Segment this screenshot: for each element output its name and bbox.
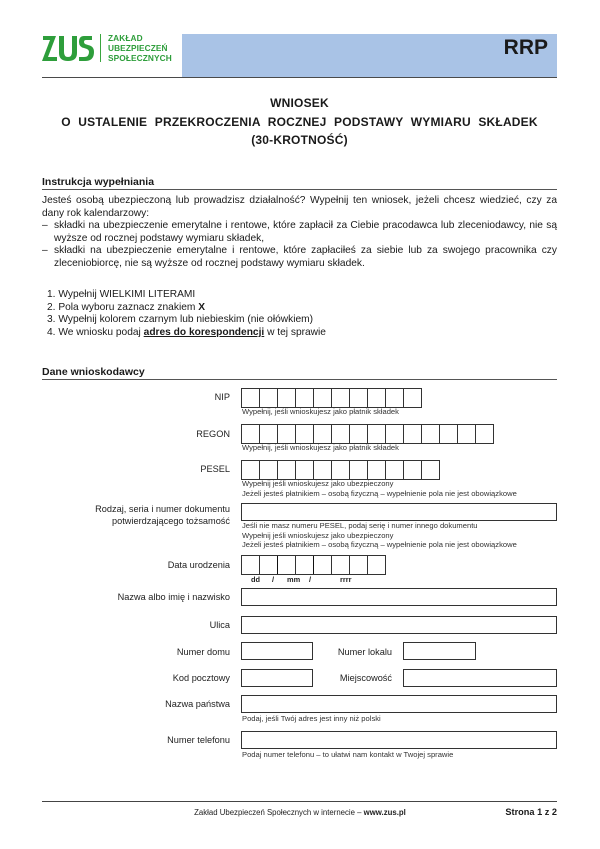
hint-line: Wypełnij jeśli wnioskujesz jako ubezpieczony (242, 479, 394, 488)
char-cell[interactable] (314, 425, 332, 443)
char-cell[interactable] (260, 389, 278, 407)
logo-line: ZAKŁAD (108, 33, 143, 43)
char-cell[interactable] (386, 461, 404, 479)
char-cell[interactable] (242, 461, 260, 479)
instructions-steps (47, 289, 326, 339)
label-line: potwierdzającego tożsamość (112, 515, 230, 526)
section-divider (42, 379, 557, 380)
step-item (47, 327, 326, 340)
hint-line: Jeżeli jesteś płatnikiem – osobą fizyczną – wypełnienie pola nie jest obowiązkowe (242, 488, 517, 498)
document-title (42, 94, 557, 150)
footer-link[interactable]: www.zus.pl (363, 808, 406, 817)
zus-logo-mark (42, 33, 94, 63)
pesel-hint (242, 479, 517, 498)
char-cell[interactable] (296, 389, 314, 407)
char-cell[interactable] (278, 389, 296, 407)
char-cell[interactable] (242, 556, 260, 574)
instructions-intro: Jesteś osobą ubezpieczoną lub prowadzisz działalność? Wypełnij ten wniosek, jeżeli chcesz wiedzieć, czy za dany rok kalendarzowy: (42, 195, 557, 219)
char-cell[interactable] (278, 556, 296, 574)
char-cell[interactable] (332, 556, 350, 574)
char-cell[interactable] (350, 425, 368, 443)
step-text: 3. Wypełnij kolorem czarnym lub niebieskim (nie ołówkiem) (47, 314, 314, 326)
char-cell[interactable] (242, 389, 260, 407)
hint-line: Jeśli nie masz numeru PESEL, podaj serię i numer innego dokumentu (242, 521, 478, 530)
date-format-separator: / (309, 575, 312, 584)
char-cell[interactable] (314, 461, 332, 479)
step-bold: X (198, 301, 205, 313)
char-cell[interactable] (458, 425, 476, 443)
step-text: w tej sprawie (264, 326, 326, 338)
birth-date-input[interactable] (241, 555, 386, 575)
step-item (47, 289, 326, 302)
regon-input[interactable] (241, 424, 494, 444)
char-cell[interactable] (476, 425, 493, 443)
title-line: WNIOSEK (270, 96, 329, 110)
street-input[interactable] (241, 616, 557, 634)
title-line: (30-KROTNOŚĆ) (251, 133, 348, 147)
footer-divider (42, 801, 557, 802)
instructions-bullet: – składki na ubezpieczenie emerytalne i rentowe, które zapłacił za Ciebie pracodawca lub zleceniodawcy, nie są wyższe od rocznej podstawy wymiaru składek, (42, 220, 557, 245)
char-cell[interactable] (242, 425, 260, 443)
char-cell[interactable] (404, 461, 422, 479)
country-hint: Podaj, jeśli Twój adres jest inny niż polski (242, 714, 381, 723)
regon-hint: Wypełnij, jeśli wnioskujesz jako płatnik składek (242, 443, 399, 452)
step-text: 2. Pola wyboru zaznacz znakiem (47, 301, 199, 313)
char-cell[interactable] (422, 461, 439, 479)
applicant-heading: Dane wnioskodawcy (42, 366, 145, 378)
char-cell[interactable] (368, 461, 386, 479)
char-cell[interactable] (296, 556, 314, 574)
postal-code-label: Kod pocztowy (172, 673, 230, 683)
page-number: Strona 1 z 2 (505, 807, 557, 817)
char-cell[interactable] (260, 461, 278, 479)
nip-label: NIP (214, 392, 230, 402)
regon-label: REGON (196, 429, 230, 439)
nip-hint: Wypełnij, jeśli wnioskujesz jako płatnik składek (242, 407, 399, 416)
step-item (47, 314, 326, 327)
instructions-bullet: – składki na ubezpieczenie emerytalne i rentowe, które zapłaciłeś za siebie lub za swojego pracownika czy zleceniobiorcę, nie są wyższe od rocznej podstawy wymiaru składek. (42, 245, 557, 270)
char-cell[interactable] (260, 556, 278, 574)
document-hint (242, 521, 517, 550)
logo-line: SPOŁECZNYCH (108, 53, 172, 64)
char-cell[interactable] (386, 389, 404, 407)
char-cell[interactable] (296, 425, 314, 443)
identity-document-input[interactable] (241, 503, 557, 521)
title-line: O USTALENIE PRZEKROCZENIA ROCZNEJ PODSTAWY WYMIARU SKŁADEK (61, 114, 538, 129)
char-cell[interactable] (350, 461, 368, 479)
char-cell[interactable] (350, 389, 368, 407)
footer-label: Zakład Ubezpieczeń Społecznych w internecie – (194, 808, 364, 817)
city-input[interactable] (403, 669, 557, 687)
char-cell[interactable] (404, 389, 421, 407)
char-cell[interactable] (278, 425, 296, 443)
date-format-yyyy: rrrr (340, 575, 352, 584)
char-cell[interactable] (350, 556, 368, 574)
pesel-label: PESEL (200, 464, 230, 474)
logo-line: UBEZPIECZEŃ (108, 43, 168, 54)
char-cell[interactable] (314, 389, 332, 407)
step-text: 1. Wypełnij WIELKIMI LITERAMI (47, 289, 196, 300)
birth-date-label: Data urodzenia (167, 560, 230, 570)
char-cell[interactable] (314, 556, 332, 574)
step-text: 4. We wniosku podaj (47, 326, 144, 338)
header-band (182, 34, 557, 77)
document-label (40, 504, 230, 527)
hint-line: Jeżeli jesteś płatnikiem – osobą fizyczną – wypełnienie pola nie jest obowiązkowe (242, 540, 517, 550)
step-emphasis: adres do korespondencji (143, 326, 265, 338)
nip-input[interactable] (241, 388, 422, 408)
phone-hint: Podaj numer telefonu – to ułatwi nam kontakt w Twojej sprawie (242, 750, 454, 759)
instructions-text (42, 195, 557, 271)
char-cell[interactable] (368, 425, 386, 443)
pesel-input[interactable] (241, 460, 440, 480)
country-input[interactable] (241, 695, 557, 713)
house-number-label: Numer domu (176, 647, 230, 657)
section-divider (42, 189, 557, 190)
date-format-mm: mm (287, 575, 301, 584)
flat-number-label: Numer lokalu (337, 647, 392, 657)
form-code: RRP (503, 36, 548, 59)
logo-wordmark (108, 33, 172, 64)
char-cell[interactable] (278, 461, 296, 479)
phone-input[interactable] (241, 731, 557, 749)
char-cell[interactable] (368, 556, 385, 574)
char-cell[interactable] (440, 425, 458, 443)
char-cell[interactable] (404, 425, 422, 443)
header-divider (42, 77, 557, 78)
char-cell[interactable] (332, 389, 350, 407)
country-label: Nazwa państwa (165, 699, 230, 709)
street-label: Ulica (209, 620, 230, 630)
char-cell[interactable] (422, 425, 440, 443)
char-cell[interactable] (332, 461, 350, 479)
name-label: Nazwa albo imię i nazwisko (117, 592, 230, 602)
label-line: Rodzaj, seria i numer dokumentu (95, 504, 230, 514)
logo-divider (100, 34, 101, 62)
city-label: Miejscowość (339, 673, 392, 683)
date-format-separator: / (272, 575, 275, 584)
char-cell[interactable] (332, 425, 350, 443)
step-item (47, 302, 326, 315)
phone-label: Numer telefonu (167, 735, 230, 745)
flat-number-input[interactable] (403, 642, 476, 660)
char-cell[interactable] (368, 389, 386, 407)
date-format-dd: dd (251, 575, 261, 584)
instructions-heading: Instrukcja wypełniania (42, 176, 155, 188)
name-input[interactable] (241, 588, 557, 606)
hint-line: Wypełnij jeśli wnioskujesz jako ubezpieczony (242, 530, 394, 540)
char-cell[interactable] (386, 425, 404, 443)
char-cell[interactable] (260, 425, 278, 443)
char-cell[interactable] (296, 461, 314, 479)
